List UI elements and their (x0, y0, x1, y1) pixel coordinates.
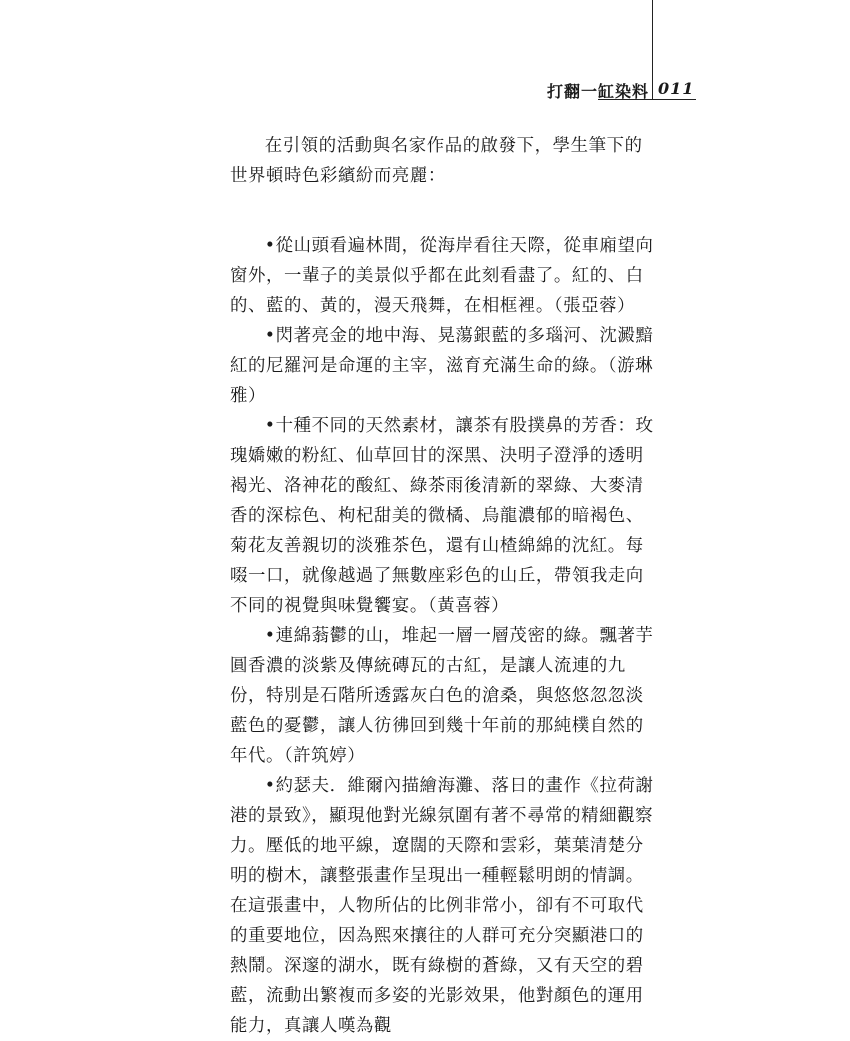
student-quote: •約瑟夫．維爾內描繪海灘、落日的畫作《拉荷謝港的景致》，顯現他對光線氛圍有著不尋常的精細觀察力。壓低的地平線，遼闊的天際和雲彩，葉葉清楚分明的樹木，讓整張畫作呈現出一種輕鬆明朗的情調。在這張畫中，人物所佔的比例非常小，卻有不可取代的重要地位，因為熙來攘往的人群可充分突顯港口的熱鬧。深邃的湖水，既有綠樹的蒼綠，又有天空的碧藍，流動出繁複而多姿的光影效果，他對顏色的運用能力，真讓人嘆為觀 (230, 776, 654, 1036)
intro-paragraph: 在引領的活動與名家作品的啟發下，學生筆下的世界頓時色彩繽紛而亮麗： (230, 136, 643, 186)
page-number: 011 (658, 79, 695, 98)
running-title: 打翻一缸染料 (546, 82, 649, 101)
header-vertical-rule (652, 0, 653, 100)
student-quote: •十種不同的天然素材，讓茶有股撲鼻的芳香：玫瑰嬌嫩的粉紅、仙草回甘的深黑、決明子澄淨的透明褐光、洛神花的酸紅、綠茶雨後清新的翠綠、大麥清香的深棕色、枸杞甜美的微橘、烏龍濃郁的暗褐色、菊花友善親切的淡雅茶色，還有山楂綿綿的沈紅。每啜一口，就像越過了無數座彩色的山丘，帶領我走向不同的視覺與味覺饗宴。（黃喜蓉） (230, 416, 654, 616)
student-quote: •連綿蓊鬱的山，堆起一層一層茂密的綠。飄著芋圓香濃的淡紫及傳統磚瓦的古紅，是讓人流連的九份，特別是石階所透露灰白色的滄桑，與悠悠忽忽淡藍色的憂鬱，讓人彷彿回到幾十年前的那純樸自然的年代。（許筑婷） (230, 626, 654, 766)
student-quote: •從山頭看遍林間，從海岸看往天際，從車廂望向窗外，一輩子的美景似乎都在此刻看盡了。紅的、白的、藍的、黃的，漫天飛舞，在相框裡。（張亞蓉） (230, 236, 654, 316)
student-quote: •閃著亮金的地中海、晃蕩銀藍的多瑙河、沈澱黯紅的尼羅河是命運的主宰，滋育充滿生命的綠。（游琳雅） (230, 326, 654, 406)
body-text (230, 131, 660, 1041)
